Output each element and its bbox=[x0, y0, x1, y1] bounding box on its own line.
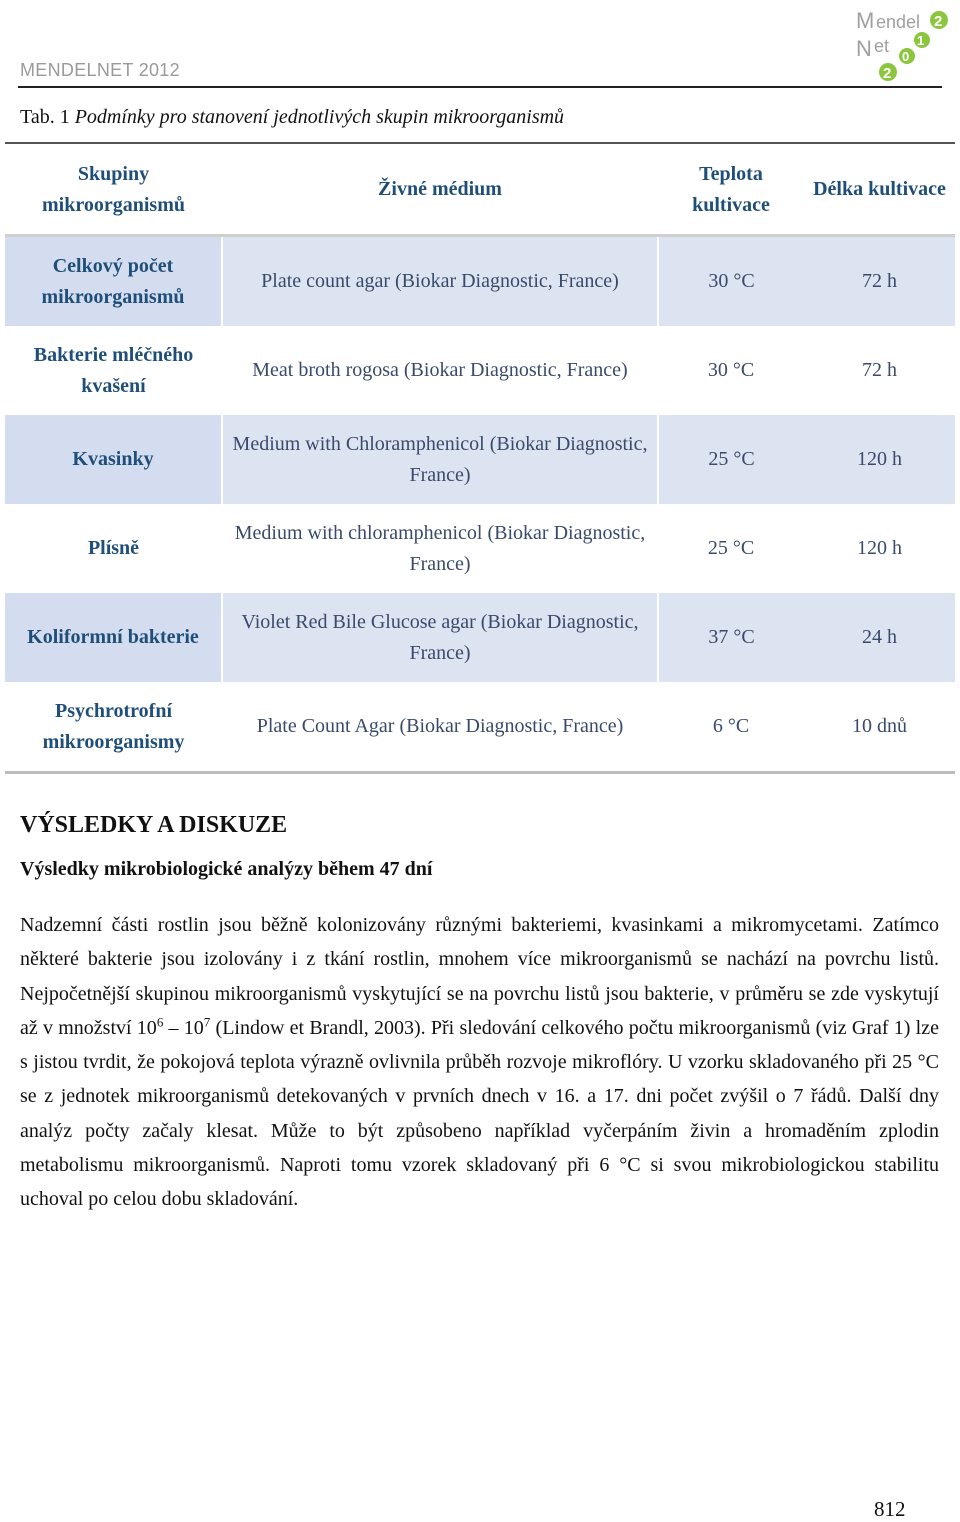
subsection-heading: Výsledky mikrobiologické analýzy během 47 dní bbox=[20, 858, 433, 880]
svg-text:M: M bbox=[856, 8, 875, 33]
cell-duration: 72 h bbox=[804, 326, 955, 415]
cell-duration: 10 dnů bbox=[804, 682, 955, 773]
cell-medium: Violet Red Bile Glucose agar (Biokar Diagnostic, France) bbox=[222, 593, 658, 682]
cell-temperature: 25 °C bbox=[658, 504, 804, 593]
cell-temperature: 30 °C bbox=[658, 326, 804, 415]
header-duration: Délka kultivace bbox=[804, 145, 955, 236]
table-caption bbox=[20, 106, 564, 129]
table-caption-label: Tab. 1 bbox=[20, 106, 70, 128]
paragraph-text: – 10 bbox=[163, 1016, 204, 1039]
cell-duration: 72 h bbox=[804, 236, 955, 327]
cell-medium: Meat broth rogosa (Biokar Diagnostic, France) bbox=[222, 326, 658, 415]
table-row bbox=[5, 593, 955, 682]
table-row bbox=[5, 326, 955, 415]
header-medium: Živné médium bbox=[222, 145, 658, 236]
section-heading: VÝSLEDKY A DISKUZE bbox=[20, 812, 288, 838]
cultivation-conditions-table bbox=[5, 145, 955, 774]
cell-group: Celkový počet mikroorganismů bbox=[5, 236, 222, 327]
page-number: 812 bbox=[874, 1497, 906, 1521]
paragraph-text: (Lindow et Brandl, 2003). Při sledování celkového počtu mikroorganismů (viz Graf 1) lze s jistou tvrdit, že pokojová teplota výrazně ovlivnila průběh rozvoje mikroflóry. U vzorku skladovaného při 25 °C se z jednotek mikroorganismů detekovaných v prvních dnech v 16. a 17. dni počet zvýšil o 7 řádů. Další dny analýz počty začaly klesat. Může to být způsobeno například vyčerpáním živin a hromaděním zplodin metabolismu mikroorganismů. Naproti tomu vzorek skladovaný při 6 °C si svou mikrobiologickou stabilitu uchoval po celou dobu skladování. bbox=[20, 1016, 939, 1211]
mendelnet-logo bbox=[850, 4, 955, 84]
header-temperature: Teplota kultivace bbox=[658, 145, 804, 236]
svg-text:0: 0 bbox=[902, 49, 910, 64]
header-groups: Skupiny mikroorganismů bbox=[5, 145, 222, 236]
cell-group: Bakterie mléčného kvašení bbox=[5, 326, 222, 415]
cell-medium: Plate Count Agar (Biokar Diagnostic, France) bbox=[222, 682, 658, 773]
results-paragraph bbox=[20, 908, 939, 1217]
cell-temperature: 37 °C bbox=[658, 593, 804, 682]
table-top-rule bbox=[5, 142, 955, 144]
cell-medium: Medium with Chloramphenicol (Biokar Diagnostic, France) bbox=[222, 415, 658, 504]
table-caption-text: Podmínky pro stanovení jednotlivých skupin mikroorganismů bbox=[74, 106, 565, 128]
paragraph-text: Nadzemní části rostlin jsou běžně kolonizovány různými bakteriemi, kvasinkami a mikromycetami. Zatímco některé bakterie jsou izolovány i z tkání rostlin, mnohem více mikroorganismů se nachází na povrchu listů. Nejpočetnější skupinou mikroorganismů vyskytující se na povrchu listů jsou bakterie, v průměru se zde vyskytují až v množství 10 bbox=[20, 914, 939, 1039]
cell-group: Psychrotrofní mikroorganismy bbox=[5, 682, 222, 773]
svg-text:1: 1 bbox=[917, 33, 925, 48]
table-header-row bbox=[5, 145, 955, 236]
svg-text:2: 2 bbox=[883, 65, 892, 82]
svg-text:N: N bbox=[856, 36, 872, 61]
cell-temperature: 30 °C bbox=[658, 236, 804, 327]
table-row bbox=[5, 236, 955, 327]
cell-temperature: 6 °C bbox=[658, 682, 804, 773]
table-row bbox=[5, 682, 955, 773]
svg-text:2: 2 bbox=[934, 13, 943, 30]
svg-text:endel: endel bbox=[876, 12, 921, 32]
cell-group: Koliformní bakterie bbox=[5, 593, 222, 682]
cell-duration: 24 h bbox=[804, 593, 955, 682]
table-row bbox=[5, 504, 955, 593]
exponent: 7 bbox=[203, 1014, 211, 1030]
exponent: 6 bbox=[156, 1014, 164, 1030]
cell-group: Kvasinky bbox=[5, 415, 222, 504]
table-row bbox=[5, 415, 955, 504]
cell-medium: Medium with chloramphenicol (Biokar Diagnostic, France) bbox=[222, 504, 658, 593]
cell-temperature: 25 °C bbox=[658, 415, 804, 504]
header-divider bbox=[18, 86, 942, 88]
conference-name: MENDELNET 2012 bbox=[20, 60, 180, 80]
cell-duration: 120 h bbox=[804, 415, 955, 504]
cell-duration: 120 h bbox=[804, 504, 955, 593]
svg-text:et: et bbox=[874, 36, 890, 56]
cell-group: Plísně bbox=[5, 504, 222, 593]
cell-medium: Plate count agar (Biokar Diagnostic, France) bbox=[222, 236, 658, 327]
